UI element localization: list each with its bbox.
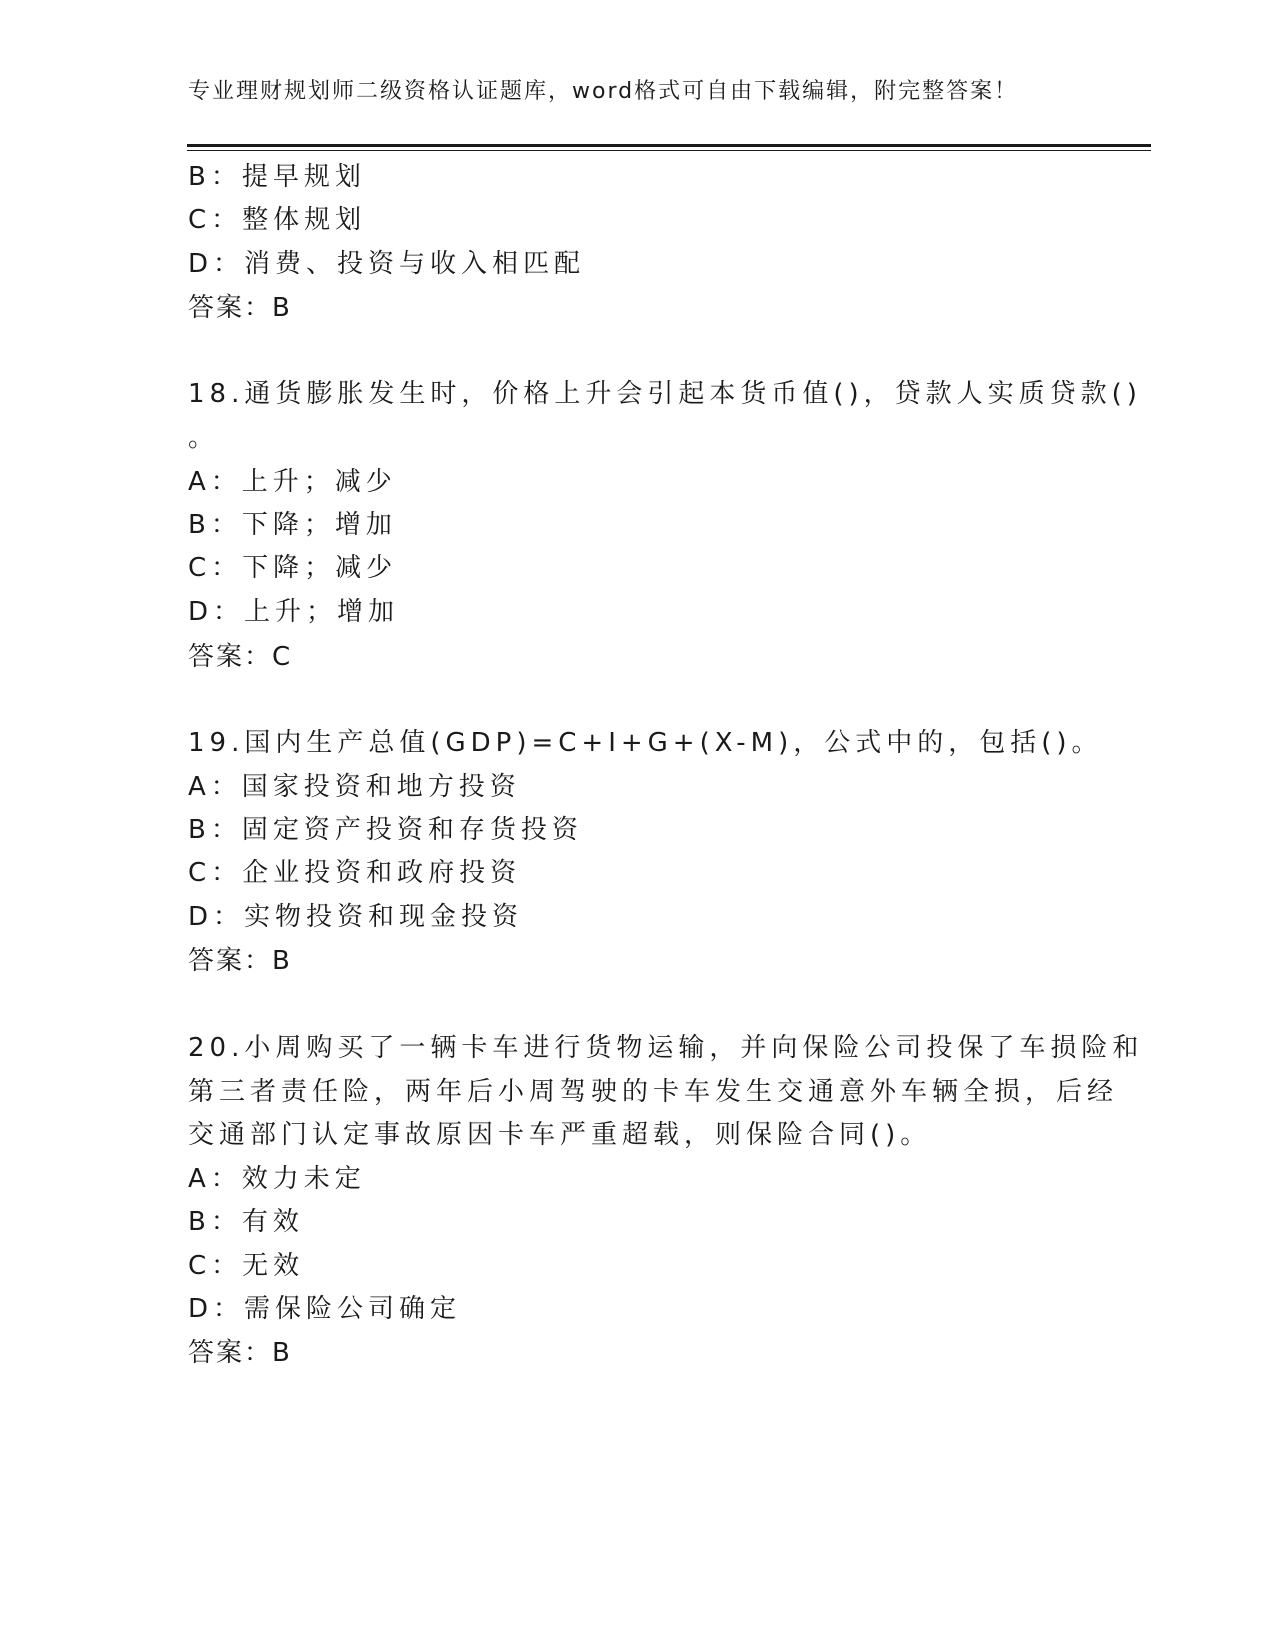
page-header: 专业理财规划师二级资格认证题库，word格式可自由下载编辑，附完整答案！	[188, 79, 1019, 104]
q18-option-c: C：下降；减少	[188, 553, 398, 583]
q20-option-d: D：需保险公司确定	[188, 1294, 462, 1324]
q17-option-b: B：提早规划	[188, 162, 366, 192]
q18-option-b: B：下降；增加	[188, 510, 397, 540]
q20-option-c: C：无效	[188, 1251, 305, 1281]
q18-answer: 答案：C	[188, 642, 293, 672]
q18-stem-line1: 18.通货膨胀发生时，价格上升会引起本货币值()，贷款人实质贷款()	[188, 379, 1142, 409]
q19-answer: 答案：B	[188, 946, 292, 976]
q20-stem-line2: 第三者责任险，两年后小周驾驶的卡车发生交通意外车辆全损，后经	[188, 1077, 1119, 1107]
q20-option-b: B：有效	[188, 1207, 304, 1237]
q19-option-c: C：企业投资和政府投资	[188, 858, 522, 888]
header-divider-thick	[187, 144, 1151, 147]
q17-option-d: D：消费、投资与收入相匹配	[188, 249, 586, 279]
q20-answer: 答案：B	[188, 1338, 292, 1368]
header-divider-thin	[187, 150, 1151, 151]
q17-answer: 答案：B	[188, 293, 292, 323]
q19-option-b: B：固定资产投资和存货投资	[188, 815, 583, 845]
q17-option-c: C：整体规划	[188, 205, 367, 235]
q20-stem-line3: 交通部门认定事故原因卡车严重超载，则保险合同()。	[188, 1120, 932, 1150]
q20-option-a: A：效力未定	[188, 1164, 366, 1194]
q19-option-a: A：国家投资和地方投资	[188, 772, 521, 802]
q19-stem-line1: 19.国内生产总值(GDP)=C+I+G+(X-M)，公式中的，包括()。	[188, 728, 1103, 758]
q18-stem-line2: 。	[188, 423, 220, 453]
q19-option-d: D：实物投资和现金投资	[188, 902, 524, 932]
q18-option-d: D：上升；增加	[188, 597, 400, 627]
q20-stem-line1: 20.小周购买了一辆卡车进行货物运输，并向保险公司投保了车损险和	[188, 1033, 1144, 1063]
q18-option-a: A：上升；减少	[188, 467, 397, 497]
